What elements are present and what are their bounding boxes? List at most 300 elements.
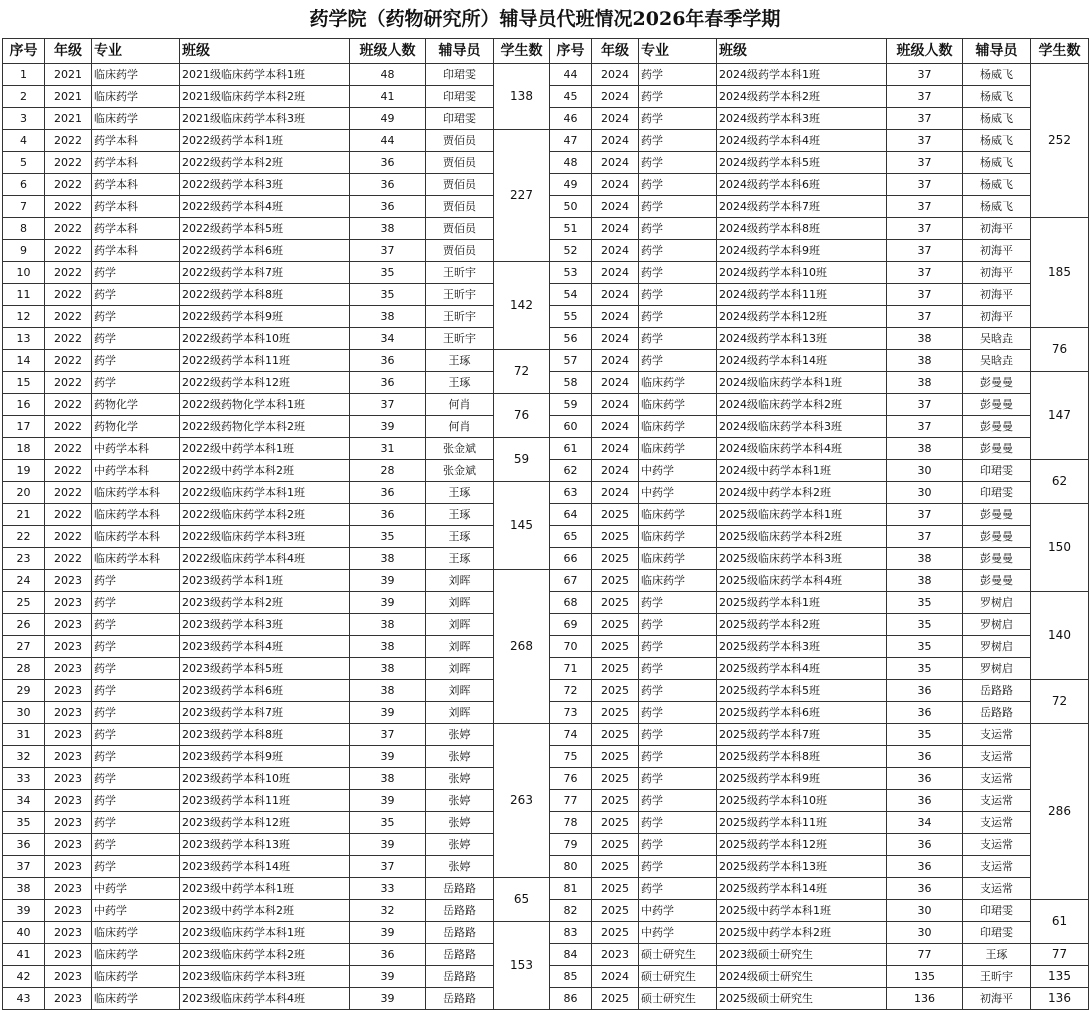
cell-class: 2022级药学本科6班 <box>180 240 350 262</box>
cell-major: 药学 <box>639 218 717 240</box>
cell-grade: 2023 <box>45 944 92 966</box>
header-class-right: 班级 <box>717 39 887 64</box>
cell-class: 2023级药学本科12班 <box>180 812 350 834</box>
cell-counselor: 支运常 <box>963 746 1031 768</box>
cell-class-size: 38 <box>887 372 963 394</box>
cell-counselor: 印珺雯 <box>426 108 494 130</box>
cell-class: 2023级药学本科8班 <box>180 724 350 746</box>
cell-counselor: 初海平 <box>963 218 1031 240</box>
cell-class-size: 36 <box>350 152 426 174</box>
cell-major: 药学 <box>639 614 717 636</box>
cell-major: 药学本科 <box>92 196 180 218</box>
cell-class-size: 39 <box>350 966 426 988</box>
cell-class: 2024级临床药学本科1班 <box>717 372 887 394</box>
cell-index: 70 <box>550 636 592 658</box>
cell-class: 2024级药学本科7班 <box>717 196 887 218</box>
cell-class-size: 36 <box>887 680 963 702</box>
cell-counselor: 贾佰员 <box>426 218 494 240</box>
cell-major: 药学 <box>639 64 717 86</box>
cell-class: 2021级临床药学本科2班 <box>180 86 350 108</box>
cell-class-size: 35 <box>350 262 426 284</box>
cell-class-size: 39 <box>350 988 426 1010</box>
cell-grade: 2025 <box>592 614 639 636</box>
cell-index: 43 <box>3 988 45 1010</box>
cell-counselor: 支运常 <box>963 724 1031 746</box>
cell-grade: 2021 <box>45 108 92 130</box>
cell-major: 药学本科 <box>92 152 180 174</box>
cell-major: 药物化学 <box>92 416 180 438</box>
cell-class-size: 39 <box>350 790 426 812</box>
cell-class-size: 48 <box>350 64 426 86</box>
cell-index: 14 <box>3 350 45 372</box>
cell-index: 58 <box>550 372 592 394</box>
cell-class: 2023级临床药学本科2班 <box>180 944 350 966</box>
cell-index: 38 <box>3 878 45 900</box>
cell-class: 2025级药学本科14班 <box>717 878 887 900</box>
cell-class: 2023级临床药学本科3班 <box>180 966 350 988</box>
cell-student-count: 286 <box>1031 724 1089 900</box>
cell-class-size: 37 <box>350 240 426 262</box>
cell-class: 2024级药学本科3班 <box>717 108 887 130</box>
cell-class: 2025级药学本科7班 <box>717 724 887 746</box>
cell-class-size: 77 <box>887 944 963 966</box>
cell-class: 2024级药学本科4班 <box>717 130 887 152</box>
cell-major: 药学 <box>639 878 717 900</box>
cell-major: 药学 <box>92 724 180 746</box>
cell-student-count: 77 <box>1031 944 1089 966</box>
cell-class: 2025级药学本科6班 <box>717 702 887 724</box>
header-grade-right: 年级 <box>592 39 639 64</box>
cell-class-size: 39 <box>350 592 426 614</box>
cell-class-size: 35 <box>887 724 963 746</box>
cell-grade: 2023 <box>45 614 92 636</box>
cell-counselor: 支运常 <box>963 790 1031 812</box>
cell-class: 2025级临床药学本科2班 <box>717 526 887 548</box>
cell-class: 2023级药学本科10班 <box>180 768 350 790</box>
cell-major: 药学 <box>639 262 717 284</box>
cell-grade: 2024 <box>592 240 639 262</box>
cell-counselor: 彭曼曼 <box>963 416 1031 438</box>
cell-student-count: 138 <box>494 64 550 130</box>
cell-index: 2 <box>3 86 45 108</box>
cell-student-count: 185 <box>1031 218 1089 328</box>
table-row <box>3 482 1089 504</box>
cell-counselor: 吴晗垚 <box>963 350 1031 372</box>
cell-index: 19 <box>3 460 45 482</box>
cell-major: 药学 <box>92 372 180 394</box>
cell-major: 中药学 <box>639 460 717 482</box>
cell-grade: 2023 <box>45 768 92 790</box>
cell-index: 29 <box>3 680 45 702</box>
cell-counselor: 王琢 <box>426 504 494 526</box>
cell-index: 3 <box>3 108 45 130</box>
cell-class-size: 37 <box>887 174 963 196</box>
cell-counselor: 贾佰员 <box>426 152 494 174</box>
cell-counselor: 岳路路 <box>426 900 494 922</box>
table-row <box>3 438 1089 460</box>
cell-counselor: 吴晗垚 <box>963 328 1031 350</box>
header-class-left: 班级 <box>180 39 350 64</box>
cell-index: 80 <box>550 856 592 878</box>
cell-class-size: 36 <box>887 790 963 812</box>
cell-index: 31 <box>3 724 45 746</box>
cell-class: 2023级临床药学本科4班 <box>180 988 350 1010</box>
cell-class: 2025级药学本科13班 <box>717 856 887 878</box>
cell-index: 82 <box>550 900 592 922</box>
cell-grade: 2022 <box>45 152 92 174</box>
cell-class: 2023级药学本科3班 <box>180 614 350 636</box>
cell-major: 药学 <box>639 658 717 680</box>
cell-index: 4 <box>3 130 45 152</box>
cell-grade: 2022 <box>45 372 92 394</box>
cell-class: 2025级药学本科8班 <box>717 746 887 768</box>
cell-index: 17 <box>3 416 45 438</box>
cell-index: 66 <box>550 548 592 570</box>
cell-class-size: 31 <box>350 438 426 460</box>
cell-index: 53 <box>550 262 592 284</box>
cell-class-size: 36 <box>887 702 963 724</box>
cell-grade: 2024 <box>592 328 639 350</box>
cell-major: 药学 <box>92 790 180 812</box>
cell-grade: 2022 <box>45 262 92 284</box>
cell-grade: 2025 <box>592 548 639 570</box>
cell-index: 11 <box>3 284 45 306</box>
cell-index: 63 <box>550 482 592 504</box>
cell-counselor: 支运常 <box>963 878 1031 900</box>
cell-index: 81 <box>550 878 592 900</box>
cell-index: 37 <box>3 856 45 878</box>
cell-counselor: 杨威飞 <box>963 86 1031 108</box>
cell-class: 2023级药学本科9班 <box>180 746 350 768</box>
cell-class: 2022级临床药学本科4班 <box>180 548 350 570</box>
header-student-count-left: 学生数 <box>494 39 550 64</box>
cell-index: 21 <box>3 504 45 526</box>
cell-class-size: 135 <box>887 966 963 988</box>
cell-counselor: 张婷 <box>426 812 494 834</box>
cell-counselor: 何肖 <box>426 416 494 438</box>
header-class-size-right: 班级人数 <box>887 39 963 64</box>
cell-grade: 2024 <box>592 966 639 988</box>
cell-class-size: 37 <box>887 306 963 328</box>
cell-grade: 2024 <box>592 130 639 152</box>
cell-grade: 2025 <box>592 922 639 944</box>
cell-index: 41 <box>3 944 45 966</box>
cell-counselor: 支运常 <box>963 812 1031 834</box>
header-major-right: 专业 <box>639 39 717 64</box>
cell-class-size: 36 <box>887 878 963 900</box>
cell-class-size: 36 <box>350 944 426 966</box>
cell-counselor: 王琢 <box>426 482 494 504</box>
cell-major: 中药学 <box>92 878 180 900</box>
table-row <box>3 262 1089 284</box>
cell-class: 2025级临床药学本科1班 <box>717 504 887 526</box>
cell-major: 临床药学 <box>92 64 180 86</box>
cell-index: 33 <box>3 768 45 790</box>
cell-counselor: 王昕宇 <box>963 966 1031 988</box>
cell-grade: 2023 <box>45 592 92 614</box>
cell-counselor: 杨威飞 <box>963 196 1031 218</box>
cell-counselor: 杨威飞 <box>963 64 1031 86</box>
cell-counselor: 彭曼曼 <box>963 570 1031 592</box>
cell-class-size: 36 <box>887 856 963 878</box>
cell-counselor: 王昕宇 <box>426 262 494 284</box>
cell-grade: 2024 <box>592 108 639 130</box>
cell-class: 2022级药学本科9班 <box>180 306 350 328</box>
cell-counselor: 初海平 <box>963 262 1031 284</box>
cell-major: 药学 <box>639 768 717 790</box>
cell-index: 24 <box>3 570 45 592</box>
cell-counselor: 刘晖 <box>426 658 494 680</box>
cell-grade: 2024 <box>592 438 639 460</box>
cell-major: 药学本科 <box>92 218 180 240</box>
header-index-left: 序号 <box>3 39 45 64</box>
header-grade-left: 年级 <box>45 39 92 64</box>
cell-class-size: 37 <box>887 86 963 108</box>
cell-index: 59 <box>550 394 592 416</box>
cell-major: 药学 <box>92 570 180 592</box>
cell-class: 2022级药物化学本科2班 <box>180 416 350 438</box>
cell-index: 68 <box>550 592 592 614</box>
cell-counselor: 支运常 <box>963 768 1031 790</box>
cell-grade: 2025 <box>592 900 639 922</box>
cell-major: 临床药学 <box>639 504 717 526</box>
cell-grade: 2023 <box>45 834 92 856</box>
cell-index: 28 <box>3 658 45 680</box>
cell-class-size: 37 <box>350 394 426 416</box>
cell-grade: 2022 <box>45 504 92 526</box>
cell-index: 12 <box>3 306 45 328</box>
cell-major: 临床药学 <box>639 372 717 394</box>
cell-counselor: 王琢 <box>426 548 494 570</box>
cell-counselor: 张婷 <box>426 834 494 856</box>
cell-counselor: 支运常 <box>963 856 1031 878</box>
cell-class-size: 39 <box>350 416 426 438</box>
cell-class-size: 38 <box>350 218 426 240</box>
cell-counselor: 印珺雯 <box>963 922 1031 944</box>
cell-major: 药学 <box>92 856 180 878</box>
cell-class-size: 35 <box>887 636 963 658</box>
cell-major: 临床药学 <box>92 988 180 1010</box>
cell-class-size: 39 <box>350 570 426 592</box>
cell-index: 67 <box>550 570 592 592</box>
cell-grade: 2023 <box>592 944 639 966</box>
cell-class: 2023级药学本科6班 <box>180 680 350 702</box>
cell-index: 25 <box>3 592 45 614</box>
cell-class-size: 37 <box>887 416 963 438</box>
cell-grade: 2022 <box>45 240 92 262</box>
cell-class: 2023级硕士研究生 <box>717 944 887 966</box>
cell-major: 药学 <box>639 108 717 130</box>
cell-major: 药学本科 <box>92 174 180 196</box>
cell-class-size: 37 <box>887 152 963 174</box>
cell-class: 2023级中药学本科2班 <box>180 900 350 922</box>
header-index-right: 序号 <box>550 39 592 64</box>
cell-class: 2025级药学本科3班 <box>717 636 887 658</box>
cell-student-count: 145 <box>494 482 550 570</box>
cell-class: 2023级中药学本科1班 <box>180 878 350 900</box>
cell-grade: 2024 <box>592 86 639 108</box>
cell-grade: 2022 <box>45 218 92 240</box>
cell-class: 2023级临床药学本科1班 <box>180 922 350 944</box>
table-row <box>3 724 1089 746</box>
cell-major: 临床药学 <box>639 438 717 460</box>
cell-counselor: 罗树启 <box>963 636 1031 658</box>
cell-counselor: 刘晖 <box>426 592 494 614</box>
cell-student-count: 65 <box>494 878 550 922</box>
cell-class-size: 30 <box>887 482 963 504</box>
cell-class-size: 38 <box>887 328 963 350</box>
cell-class-size: 37 <box>887 526 963 548</box>
cell-grade: 2025 <box>592 812 639 834</box>
cell-counselor: 彭曼曼 <box>963 438 1031 460</box>
cell-major: 药学 <box>639 724 717 746</box>
cell-counselor: 彭曼曼 <box>963 504 1031 526</box>
cell-major: 药学 <box>92 680 180 702</box>
cell-major: 硕士研究生 <box>639 944 717 966</box>
cell-counselor: 初海平 <box>963 306 1031 328</box>
cell-class-size: 30 <box>887 900 963 922</box>
cell-major: 药学 <box>92 328 180 350</box>
cell-grade: 2023 <box>45 922 92 944</box>
header-student-count-right: 学生数 <box>1031 39 1089 64</box>
cell-major: 临床药学 <box>92 944 180 966</box>
cell-class: 2023级药学本科11班 <box>180 790 350 812</box>
cell-class-size: 38 <box>350 614 426 636</box>
cell-class: 2024级药学本科12班 <box>717 306 887 328</box>
cell-class-size: 38 <box>887 570 963 592</box>
cell-counselor: 王昕宇 <box>426 306 494 328</box>
cell-counselor: 贾佰员 <box>426 240 494 262</box>
cell-grade: 2022 <box>45 196 92 218</box>
cell-major: 临床药学 <box>639 526 717 548</box>
cell-class-size: 39 <box>350 702 426 724</box>
cell-student-count: 263 <box>494 724 550 878</box>
cell-major: 药学 <box>639 702 717 724</box>
cell-grade: 2023 <box>45 680 92 702</box>
cell-major: 药学 <box>639 592 717 614</box>
cell-index: 54 <box>550 284 592 306</box>
cell-grade: 2023 <box>45 570 92 592</box>
cell-index: 6 <box>3 174 45 196</box>
cell-grade: 2025 <box>592 636 639 658</box>
cell-class-size: 37 <box>887 240 963 262</box>
cell-class-size: 36 <box>887 768 963 790</box>
cell-class: 2023级药学本科14班 <box>180 856 350 878</box>
cell-index: 57 <box>550 350 592 372</box>
cell-class-size: 36 <box>887 746 963 768</box>
cell-grade: 2024 <box>592 174 639 196</box>
cell-grade: 2024 <box>592 196 639 218</box>
cell-class: 2024级中药学本科2班 <box>717 482 887 504</box>
cell-index: 23 <box>3 548 45 570</box>
cell-major: 药学 <box>639 856 717 878</box>
cell-student-count: 76 <box>494 394 550 438</box>
cell-class: 2024级中药学本科1班 <box>717 460 887 482</box>
cell-counselor: 张婷 <box>426 724 494 746</box>
cell-counselor: 刘晖 <box>426 614 494 636</box>
cell-index: 78 <box>550 812 592 834</box>
cell-index: 46 <box>550 108 592 130</box>
cell-class: 2023级药学本科4班 <box>180 636 350 658</box>
cell-grade: 2022 <box>45 416 92 438</box>
cell-student-count: 136 <box>1031 988 1089 1010</box>
cell-class-size: 36 <box>350 196 426 218</box>
cell-index: 52 <box>550 240 592 262</box>
cell-class: 2023级药学本科1班 <box>180 570 350 592</box>
cell-counselor: 杨威飞 <box>963 152 1031 174</box>
cell-counselor: 彭曼曼 <box>963 394 1031 416</box>
cell-index: 44 <box>550 64 592 86</box>
cell-class: 2022级药学本科3班 <box>180 174 350 196</box>
cell-grade: 2025 <box>592 570 639 592</box>
cell-grade: 2025 <box>592 680 639 702</box>
cell-class-size: 38 <box>887 548 963 570</box>
cell-counselor: 张婷 <box>426 790 494 812</box>
cell-class-size: 44 <box>350 130 426 152</box>
cell-class-size: 37 <box>887 504 963 526</box>
cell-class-size: 136 <box>887 988 963 1010</box>
cell-student-count: 147 <box>1031 372 1089 460</box>
cell-class-size: 37 <box>887 64 963 86</box>
table-row <box>3 922 1089 944</box>
cell-index: 15 <box>3 372 45 394</box>
cell-grade: 2025 <box>592 724 639 746</box>
table-row <box>3 130 1089 152</box>
cell-index: 65 <box>550 526 592 548</box>
cell-class-size: 37 <box>887 394 963 416</box>
cell-student-count: 227 <box>494 130 550 262</box>
cell-major: 药学 <box>639 284 717 306</box>
cell-class-size: 36 <box>350 350 426 372</box>
cell-index: 60 <box>550 416 592 438</box>
cell-grade: 2025 <box>592 790 639 812</box>
cell-index: 13 <box>3 328 45 350</box>
cell-index: 30 <box>3 702 45 724</box>
cell-class-size: 37 <box>887 262 963 284</box>
cell-counselor: 初海平 <box>963 284 1031 306</box>
cell-major: 药学 <box>639 328 717 350</box>
cell-major: 药学 <box>92 636 180 658</box>
cell-major: 药学本科 <box>92 130 180 152</box>
cell-counselor: 杨威飞 <box>963 174 1031 196</box>
cell-class: 2025级药学本科4班 <box>717 658 887 680</box>
cell-class: 2024级药学本科6班 <box>717 174 887 196</box>
cell-major: 临床药学 <box>639 394 717 416</box>
cell-counselor: 岳路路 <box>426 878 494 900</box>
cell-index: 69 <box>550 614 592 636</box>
cell-counselor: 王昕宇 <box>426 328 494 350</box>
cell-class: 2023级药学本科7班 <box>180 702 350 724</box>
cell-counselor: 刘晖 <box>426 636 494 658</box>
cell-index: 45 <box>550 86 592 108</box>
cell-index: 16 <box>3 394 45 416</box>
cell-class: 2022级药学本科7班 <box>180 262 350 284</box>
cell-student-count: 72 <box>494 350 550 394</box>
cell-major: 药学 <box>92 306 180 328</box>
cell-class: 2022级中药学本科1班 <box>180 438 350 460</box>
cell-counselor: 印珺雯 <box>963 482 1031 504</box>
cell-major: 药学 <box>639 812 717 834</box>
cell-student-count: 76 <box>1031 328 1089 372</box>
cell-major: 中药学 <box>92 900 180 922</box>
cell-major: 药学 <box>92 812 180 834</box>
table-row <box>3 878 1089 900</box>
cell-grade: 2025 <box>592 526 639 548</box>
cell-grade: 2024 <box>592 152 639 174</box>
cell-class-size: 35 <box>350 812 426 834</box>
cell-grade: 2023 <box>45 746 92 768</box>
cell-major: 药学 <box>92 702 180 724</box>
